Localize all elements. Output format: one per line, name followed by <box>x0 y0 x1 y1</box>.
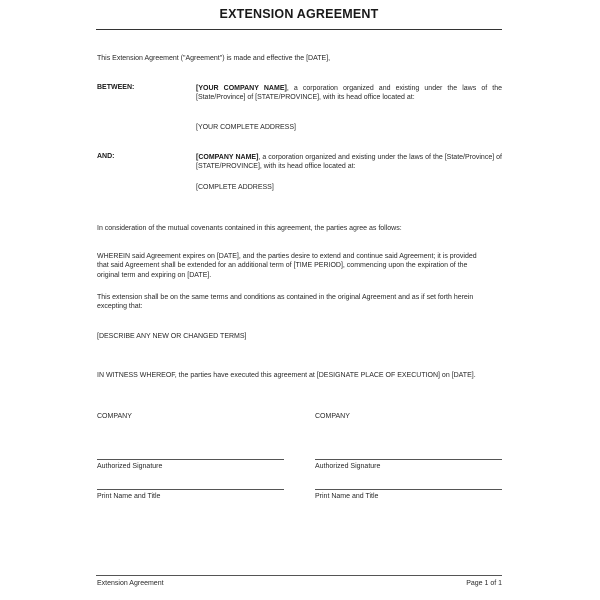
describe-terms-placeholder: [DESCRIBE ANY NEW OR CHANGED TERMS] <box>97 333 247 340</box>
signature-1-print-line <box>97 489 284 490</box>
title-divider <box>96 29 502 30</box>
party-2-name: [COMPANY NAME] <box>196 154 259 161</box>
party-1-address: [YOUR COMPLETE ADDRESS] <box>196 124 296 131</box>
footer-divider <box>96 575 502 576</box>
signature-1-print-label: Print Name and Title <box>97 493 161 500</box>
signature-1-authorized-label: Authorized Signature <box>97 463 163 470</box>
party-1-block <box>196 84 502 103</box>
signature-2-company: COMPANY <box>315 413 350 420</box>
signature-2-print-line <box>315 489 502 490</box>
between-label: BETWEEN: <box>97 84 135 91</box>
signature-2-line <box>315 459 502 460</box>
and-label: AND: <box>97 153 115 160</box>
footer-document-name: Extension Agreement <box>97 580 164 587</box>
witness-paragraph: IN WITNESS WHEREOF, the parties have executed this agreement at [DESIGNATE PLACE OF EXECUTION] on [DATE]. <box>97 372 476 379</box>
footer-page-number: Page 1 of 1 <box>466 580 502 587</box>
intro-paragraph: This Extension Agreement ("Agreement") is made and effective the [DATE], <box>97 55 331 62</box>
signature-1-company: COMPANY <box>97 413 132 420</box>
party-2-description: , a corporation organized and existing under the laws of the [State/Province] of [STATE/PROVINCE], with its head office located at: <box>196 154 502 171</box>
consideration-paragraph: In consideration of the mutual covenants contained in this agreement, the parties agree as follows: <box>97 225 402 232</box>
terms-paragraph: This extension shall be on the same terms and conditions as contained in the original Agreement and as if set forth herein excepting that: <box>97 294 474 311</box>
document-title: EXTENSION AGREEMENT <box>219 7 379 21</box>
signature-2-authorized-label: Authorized Signature <box>315 463 381 470</box>
whereas-paragraph: WHEREIN said Agreement expires on [DATE], and the parties desire to extend and continue said Agreement; it is provided that said Agreement shall be extended for an additional term of [TIME PERIOD], commencing upon the expiration of the original term and expiring on [DATE]. <box>97 253 477 279</box>
party-1-name: [YOUR COMPANY NAME] <box>196 85 287 92</box>
signature-1-line <box>97 459 284 460</box>
signature-2-print-label: Print Name and Title <box>315 493 379 500</box>
party-1-description: , a corporation organized and existing under the laws of the [State/Province] of [STATE/PROVINCE], with its head office located at: <box>196 85 502 102</box>
party-2-block <box>196 153 502 172</box>
party-2-address: [COMPLETE ADDRESS] <box>196 184 274 191</box>
